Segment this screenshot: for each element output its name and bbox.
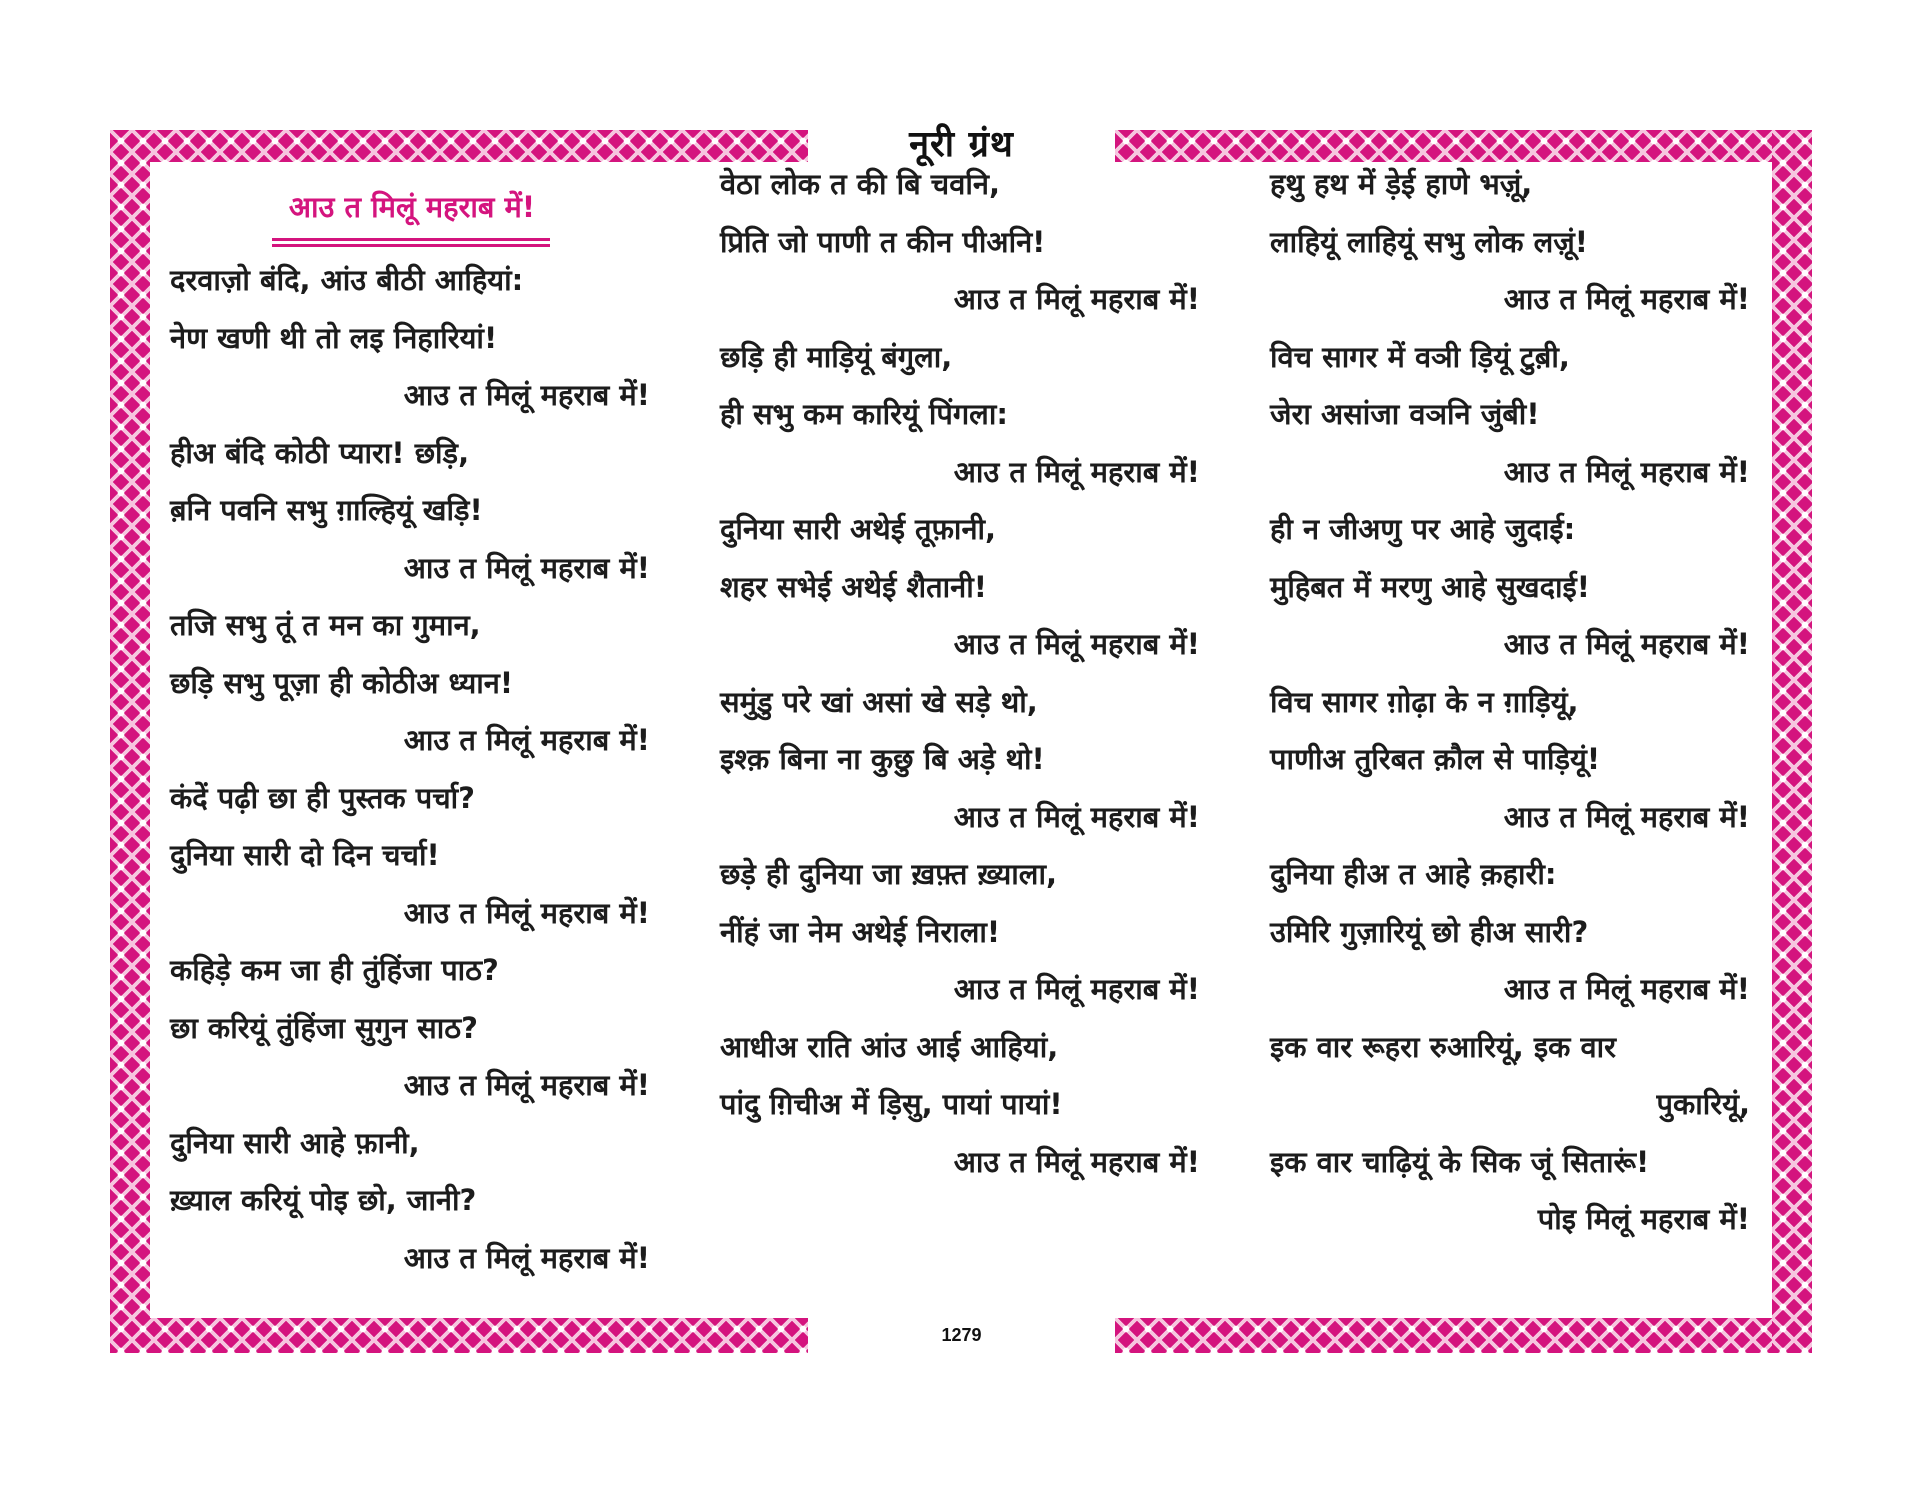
verse-line: दुनिया हीअ त आहे क़हारी: <box>1270 857 1557 891</box>
verse-line: तजि सभु तूं त मन का गुमान, <box>170 608 481 642</box>
verse-line: ब़नि पवनि सभु ग़ाल्हियूं खड़ि! <box>170 493 483 527</box>
refrain-line: आउ त मिलूं महराब में! <box>403 1068 650 1102</box>
verse-line: छड़ि ही माड़ियूं बंगुला, <box>720 339 953 374</box>
verse-line: उमिरि गुज़ारियूं छो हीअ सारी? <box>1270 914 1589 949</box>
verse-line: इक वार चाढ़ियूं के सिक जूं सितारूं! <box>1270 1144 1650 1179</box>
title-underline <box>272 238 550 247</box>
refrain-line: आउ त मिलूं महराब में! <box>1503 972 1750 1006</box>
book-title: नूरी ग्रंथ <box>909 124 1014 165</box>
verse-line: आधीअ राति आंउ आई आहियां, <box>720 1029 1059 1064</box>
verse-line: छा करियूं तुंहिंजा सुगुन साठ? <box>170 1010 478 1045</box>
refrain-line: पोइ मिलूं महराब में! <box>1537 1202 1750 1236</box>
border-band-top-left <box>110 130 808 162</box>
verse-line: ही सभु कम कारियूं पिंगला: <box>720 397 1008 431</box>
verse-line: कंदें पढ़ी छा ही पुस्तक पर्चा? <box>170 780 475 815</box>
verse-line: प्रिति जो पाणी त कीन पीअनि! <box>720 224 1046 259</box>
verse-line: समुंडु परे खां असां खे सड़े थो, <box>720 684 1038 719</box>
verse-line: दुनिया सारी दो दिन चर्चा! <box>170 838 440 872</box>
verse-line: नेण खणी थी तो लइ निहारियां! <box>170 320 498 355</box>
verse-line: वेठा लोक त की बि चवनि, <box>720 167 1000 201</box>
verse-line: पाणीअ तुरिबत क़ौल से पाड़ियूं! <box>1270 742 1601 776</box>
refrain-line: आउ त मिलूं महराब में! <box>1503 454 1750 489</box>
verse-line: हथु हथ में ड़ेई हाणे भज़ूं, <box>1270 167 1533 201</box>
refrain-line: आउ त मिलूं महराब में! <box>1503 799 1750 834</box>
verse-line: जेरा असांजा वञनि जुंबी! <box>1270 397 1540 431</box>
refrain-line: आउ त मिलूं महराब में! <box>953 1144 1200 1179</box>
refrain-line: आउ त मिलूं महराब में! <box>403 550 650 585</box>
refrain-line: आउ त मिलूं महराब में! <box>953 454 1200 489</box>
verse-line: इक वार रूहरा रुआरियूं, इक वार <box>1270 1029 1616 1064</box>
refrain-line: आउ त मिलूं महराब में! <box>403 895 650 930</box>
refrain-line: आउ त मिलूं महराब में! <box>403 1240 650 1275</box>
verse-line: इश्क़ बिना ना कुछु बि अड़े थो! <box>720 742 1045 776</box>
refrain-line: आउ त मिलूं महराब में! <box>953 627 1200 661</box>
refrain-line: आउ त मिलूं महराब में! <box>403 378 650 412</box>
verse-line: नींहं जा नेम अथेई निराला! <box>720 914 1001 949</box>
verse-line: मुहिबत में मरणु आहे सुखदाई! <box>1270 569 1590 604</box>
border-band-bottom-left <box>110 1318 808 1353</box>
refrain-line: आउ त मिलूं महराब में! <box>403 723 650 757</box>
border-band-right <box>1772 130 1812 1353</box>
verse-line: विच सागर में वञी ड़ियूं टुब़ी, <box>1270 339 1570 374</box>
verse-line: लाहियूं लाहियूं सभु लोक लज़ूं! <box>1270 224 1589 259</box>
verse-line: शहर सभेई अथेई शैतानी! <box>720 569 988 604</box>
refrain-line: आउ त मिलूं महराब में! <box>1503 282 1750 316</box>
border-band-left <box>110 130 150 1353</box>
verse-line: छड़ि सभु पूज़ा ही कोठीअ ध्यान! <box>170 665 514 700</box>
verse-line: हीअ बंदि कोठी प्यारा! छड़ि, <box>170 435 470 470</box>
verse-line: छड़े ही दुनिया जा ख़फ़्त ख़्याला, <box>720 857 1057 891</box>
verse-line: ही न जीअणु पर आहे जुदाई: <box>1270 512 1576 546</box>
verse-line: विच सागर ग़ोढ़ा के न ग़ाड़ियूं, <box>1270 684 1579 719</box>
verse-line: ख़्याल करियूं पोइ छो, जानी? <box>170 1183 477 1217</box>
refrain-line: पुकारियूं, <box>1656 1087 1750 1121</box>
refrain-line: आउ त मिलूं महराब में! <box>953 282 1200 316</box>
poem-title: आउ त मिलूं महराब में! <box>288 190 536 224</box>
verse-line: दुनिया सारी अथेई तूफ़ानी, <box>720 512 997 546</box>
refrain-line: आउ त मिलूं महराब में! <box>1503 627 1750 661</box>
refrain-line: आउ त मिलूं महराब में! <box>953 972 1200 1006</box>
verse-line: दुनिया सारी आहे फ़ानी, <box>170 1125 420 1160</box>
refrain-line: आउ त मिलूं महराब में! <box>953 799 1200 834</box>
verse-line: पांदु ग़िचीअ में ड़िसु, पायां पायां! <box>720 1087 1063 1121</box>
page-number: 1279 <box>941 1325 982 1345</box>
verse-line: दरवाज़ो बंदि, आंउ बीठी आहियां: <box>170 263 524 297</box>
border-band-bottom-right <box>1115 1318 1812 1353</box>
verse-line: कहिड़े कम जा ही तुंहिंजा पाठ? <box>170 953 499 987</box>
